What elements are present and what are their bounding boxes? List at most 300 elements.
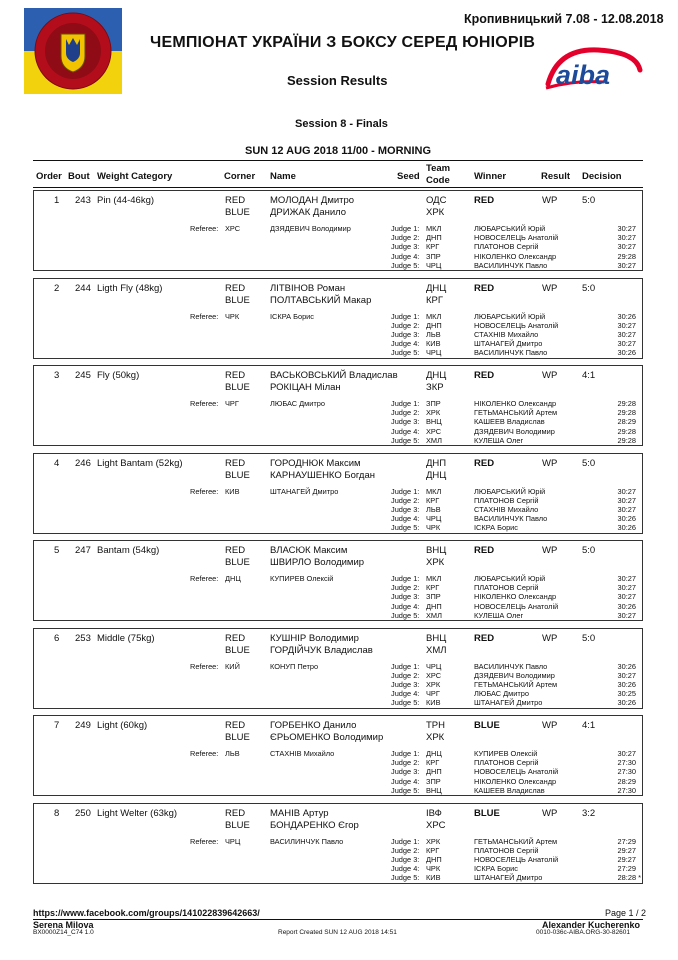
referee-label: Referee: [190, 486, 219, 496]
referee-label: Referee: [190, 836, 219, 846]
judge-label: Judge 3: [391, 242, 420, 252]
judge-label: Judge 4: [391, 251, 420, 261]
judge-team-code: ЛЬВ [426, 504, 441, 514]
judge-name: КАШЕЕВ Владислав [474, 785, 545, 795]
judge-name: ПЛАТОНОВ Сергій [474, 583, 539, 593]
referee-name: КУПИРЕВ Олексій [270, 574, 334, 583]
judge-label: Judge 1: [391, 224, 420, 233]
judge-team-code: ДНП [426, 320, 442, 330]
blue-boxer-name: ШВИРЛО Володимир [270, 557, 365, 568]
red-team-code: ДНЦ [426, 370, 447, 381]
footer-right-code: 0010-036c-AIBA.ORG-30-82601 [536, 929, 630, 936]
judge-score: 30:27 [617, 504, 636, 514]
red-boxer-name: МАНІВ Артур [270, 807, 329, 819]
judge-score: 27:30 [617, 758, 636, 768]
judge-name: ВАСИЛИНЧУК Павло [474, 348, 548, 358]
blue-corner-cell: BLUE [225, 644, 250, 656]
judge-team-code: ЗПР [426, 592, 441, 602]
blue-boxer-name: КАРНАУШЕНКО Богдан [270, 469, 376, 481]
judge-score: 29:27 [617, 854, 636, 864]
judge-score: 30:26 [617, 661, 636, 671]
bout-block [33, 540, 643, 621]
decision-cell: 5:0 [582, 195, 596, 206]
referee-name: ДЗЯДЕВИЧ Володимир [270, 224, 351, 233]
judge-team-code: КИВ [426, 873, 441, 883]
judge-name: ПЛАТОНОВ Сергій [474, 242, 539, 252]
judge-score: 30:27 [617, 670, 636, 680]
blue-corner-cell: BLUE [225, 207, 250, 218]
judge-team-code: МКЛ [426, 486, 442, 496]
decision-cell: 5:0 [582, 545, 596, 556]
judge-score: 27:30 [617, 785, 636, 795]
judge-team-code: ХМЛ [426, 435, 442, 445]
session-title: Session 8 - Finals [295, 118, 388, 130]
judge-name: ЛЮБАРСЬКИЙ Юрій [474, 224, 546, 233]
judge-name: КУПИРЕВ Олексій [474, 749, 538, 758]
col-decision: Decision [582, 171, 622, 182]
judge-name: КАШЕЕВ Владислав [474, 417, 545, 427]
judge-team-code: ЧРГ [426, 689, 440, 699]
judge-team-code: КРГ [426, 583, 440, 593]
judge-label: Judge 5: [391, 610, 420, 620]
judge-score: 30:27 [617, 260, 636, 270]
footer-right-name: Alexander Kucherenko [542, 920, 641, 930]
order-cell: 4 [54, 457, 60, 469]
judge-label: Judge 4: [391, 339, 420, 349]
judge-name: НІКОЛЕНКО Олександр [474, 251, 557, 261]
judge-name: КУЛЕША Олег [474, 610, 524, 620]
judge-label: Judge 3: [391, 329, 420, 339]
judge-team-code: КИВ [426, 339, 441, 349]
judge-score: 30:26 [617, 514, 636, 524]
judge-label: Judge 5: [391, 260, 420, 270]
result-cell: WP [542, 282, 558, 294]
judge-score: 30:26 [617, 523, 636, 533]
weight-cell: Bantam (54kg) [97, 545, 160, 556]
judge-name: ДЗЯДЕВИЧ Володимир [474, 426, 555, 436]
judge-name: НОВОСЕЛЕЦЬ Анатолій [474, 767, 559, 777]
winner-cell: RED [474, 632, 495, 644]
header-top-rule [33, 160, 643, 161]
blue-team-code: ХРК [426, 732, 445, 743]
judge-label: Judge 3: [391, 679, 420, 689]
judge-label: Judge 1: [391, 749, 420, 758]
judge-name: НІКОЛЕНКО Олександр [474, 399, 557, 408]
judge-label: Judge 4: [391, 514, 420, 524]
judge-name: ШТАНАГЕЙ Дмитро [474, 339, 543, 349]
red-corner-cell: RED [225, 545, 246, 556]
red-corner-cell: RED [225, 807, 246, 819]
red-boxer-name: ВАСЬКОВСЬКИЙ Владислав [270, 370, 398, 381]
red-boxer-name: ГОРБЕНКО Данило [270, 720, 357, 731]
referee-code: ЧРГ [225, 399, 239, 408]
winner-cell: BLUE [474, 720, 500, 731]
judge-label: Judge 5: [391, 785, 420, 795]
judge-name: ШТАНАГЕЙ Дмитро [474, 698, 543, 708]
championship-title: ЧЕМПІОНАТ УКРАЇНИ З БОКСУ СЕРЕД ЮНІОРІВ [150, 34, 536, 51]
judge-team-code: ЧРЦ [426, 514, 442, 524]
red-corner-cell: RED [225, 282, 246, 294]
decision-cell: 4:1 [582, 370, 596, 381]
judge-score: 29:28 [617, 251, 636, 261]
col-team-2: Code [426, 175, 450, 186]
judge-score: 30:27 [617, 329, 636, 339]
bout-block [33, 803, 643, 884]
judge-name: ЛЮБАРСЬКИЙ Юрій [474, 311, 546, 321]
judge-team-code: ЗПР [426, 399, 441, 408]
referee-code: ЛЬВ [225, 749, 240, 758]
red-boxer-name: ЛІТВІНОВ Роман [270, 282, 346, 294]
judge-name: ДЗЯДЕВИЧ Володимир [474, 670, 555, 680]
judge-team-code: ХРК [426, 408, 441, 418]
judge-team-code: ХРС [426, 426, 442, 436]
bout-block [33, 190, 643, 271]
judge-label: Judge 3: [391, 767, 420, 777]
judge-label: Judge 5: [391, 523, 420, 533]
judge-label: Judge 2: [391, 583, 420, 593]
judge-team-code: ХРК [426, 679, 441, 689]
col-seed: Seed [397, 171, 420, 182]
judge-score: 30:27 [617, 574, 636, 583]
judge-team-code: ДНП [426, 767, 442, 777]
judge-label: Judge 1: [391, 486, 420, 496]
referee-name: СТАХНІВ Михайло [270, 749, 335, 758]
aiba-wordmark: aiba [556, 60, 611, 90]
judge-score: 27:29 [617, 864, 636, 874]
judge-score: 30:27 [617, 224, 636, 233]
event-dates: Кропивницький 7.08 - 12.08.2018 [464, 12, 664, 26]
col-corner: Corner [224, 171, 256, 182]
judge-score: 29:28 [617, 435, 636, 445]
decision-cell: 4:1 [582, 720, 596, 731]
judge-label: Judge 3: [391, 592, 420, 602]
judge-score: 30:27 [617, 749, 636, 758]
judge-score: 29:27 [617, 845, 636, 855]
red-team-code: ДНП [426, 457, 447, 469]
judge-label: Judge 2: [391, 408, 420, 418]
judge-score: 30:26 [617, 348, 636, 358]
red-boxer-name: ВЛАСЮК Максим [270, 545, 348, 556]
judge-name: ЛЮБАС Дмитро [474, 689, 529, 699]
footer-left-name: Serena Milova [33, 920, 94, 930]
judge-label: Judge 4: [391, 864, 420, 874]
blue-team-code: КРГ [426, 294, 444, 306]
weight-cell: Ligth Fly (48kg) [97, 282, 163, 294]
judge-score: 27:29 [617, 836, 636, 846]
order-cell: 3 [54, 370, 60, 381]
result-cell: WP [542, 195, 558, 206]
judge-name: СТАХНІВ Михайло [474, 504, 539, 514]
report-created: Report Created SUN 12 AUG 2018 14:51 [278, 929, 397, 936]
judge-team-code: ДНП [426, 854, 442, 864]
judge-score: 30:26 [617, 698, 636, 708]
referee-label: Referee: [190, 399, 219, 408]
judge-label: Judge 2: [391, 758, 420, 768]
judge-team-code: МКЛ [426, 311, 442, 321]
referee-name: ВАСИЛИНЧУК Павло [270, 836, 344, 846]
blue-corner-cell: BLUE [225, 469, 250, 481]
judge-team-code: ЧРК [426, 523, 441, 533]
report-title: Session Results [287, 73, 388, 88]
judge-team-code: ХМЛ [426, 610, 442, 620]
judge-team-code: ХРС [426, 670, 442, 680]
judge-name: НОВОСЕЛЕЦЬ Анатолій [474, 601, 559, 611]
weight-cell: Light (60kg) [97, 720, 148, 731]
red-corner-cell: RED [225, 457, 246, 469]
col-weight: Weight Category [97, 171, 173, 182]
result-cell: WP [542, 632, 558, 644]
judge-name: ВАСИЛИНЧУК Павло [474, 661, 548, 671]
judge-score: 30:26 [617, 679, 636, 689]
blue-boxer-name: БОНДАРЕНКО Єгор [270, 819, 359, 831]
blue-team-code: ХМЛ [426, 644, 447, 656]
judge-name: НОВОСЕЛЕЦЬ Анатолій [474, 233, 559, 243]
blue-corner-cell: BLUE [225, 382, 250, 393]
red-team-code: ТРН [426, 720, 445, 731]
judge-score: 30:27 [617, 320, 636, 330]
judge-team-code: КИВ [426, 698, 441, 708]
order-cell: 6 [54, 632, 60, 644]
judge-score: 29:28 [617, 426, 636, 436]
blue-team-code: ХРК [426, 207, 445, 218]
judge-label: Judge 1: [391, 836, 420, 846]
judge-name: ГЕТЬМАНСЬКИЙ Артем [474, 408, 558, 418]
footer-url[interactable]: https://www.facebook.com/groups/141022839642663/ [33, 908, 260, 918]
weight-cell: Light Bantam (52kg) [97, 457, 183, 469]
judge-score: 30:27 [617, 610, 636, 620]
referee-name: ЛЮБАС Дмитро [270, 399, 325, 408]
blue-team-code: ХРК [426, 557, 445, 568]
judge-label: Judge 4: [391, 776, 420, 786]
decision-cell: 5:0 [582, 632, 596, 644]
blue-team-code: ДНЦ [426, 469, 447, 481]
weight-cell: Fly (50kg) [97, 370, 140, 381]
bout-cell: 246 [75, 457, 91, 469]
referee-label: Referee: [190, 661, 219, 671]
judge-team-code: ДНП [426, 601, 442, 611]
judge-score: 30:27 [617, 486, 636, 496]
judge-name: НІКОЛЕНКО Олександр [474, 776, 557, 786]
judge-name: КУЛЕША Олег [474, 435, 524, 445]
referee-label: Referee: [190, 311, 219, 321]
blue-corner-cell: BLUE [225, 732, 250, 743]
red-boxer-name: МОЛОДАН Дмитро [270, 195, 355, 206]
judge-label: Judge 2: [391, 233, 420, 243]
judge-label: Judge 1: [391, 661, 420, 671]
judge-team-code: ЧРЦ [426, 348, 442, 358]
judge-label: Judge 4: [391, 426, 420, 436]
decision-cell: 5:0 [582, 282, 596, 294]
order-cell: 5 [54, 545, 60, 556]
blue-corner-cell: BLUE [225, 557, 250, 568]
judge-team-code: КРГ [426, 242, 440, 252]
result-cell: WP [542, 370, 558, 381]
judge-team-code: КРГ [426, 758, 440, 768]
judge-team-code: ЧРК [426, 864, 441, 874]
bout-cell: 247 [75, 545, 91, 556]
judge-team-code: ДНЦ [426, 749, 442, 758]
judge-name: ВАСИЛИНЧУК Павло [474, 514, 548, 524]
judge-name: ВАСИЛИНЧУК Павло [474, 260, 548, 270]
judge-name: ІСКРА Борис [474, 523, 519, 533]
judge-name: ІСКРА Борис [474, 864, 519, 874]
blue-boxer-name: ГОРДІЙЧУК Владислав [270, 644, 373, 656]
blue-team-code: ХРС [426, 819, 446, 831]
judge-score: 28:28 * [617, 873, 641, 883]
judge-name: НОВОСЕЛЕЦЬ Анатолій [474, 320, 559, 330]
col-result: Result [541, 171, 571, 182]
blue-boxer-name: ЄРЬОМЕНКО Володимир [270, 732, 384, 743]
judge-name: ШТАНАГЕЙ Дмитро [474, 873, 543, 883]
judge-team-code: ЧРЦ [426, 661, 442, 671]
bout-block [33, 628, 643, 709]
bout-cell: 253 [75, 632, 91, 644]
order-cell: 8 [54, 807, 60, 819]
col-team-1: Team [426, 163, 451, 174]
judge-score: 30:27 [617, 233, 636, 243]
blue-corner-cell: BLUE [225, 819, 250, 831]
winner-cell: RED [474, 457, 495, 469]
col-name: Name [270, 171, 296, 182]
judge-team-code: КРГ [426, 845, 440, 855]
judge-name: ПЛАТОНОВ Сергій [474, 845, 539, 855]
col-order: Order [36, 171, 62, 182]
col-bout: Bout [68, 171, 90, 182]
judge-label: Judge 4: [391, 601, 420, 611]
judge-label: Judge 3: [391, 854, 420, 864]
judge-name: ЛЮБАРСЬКИЙ Юрій [474, 574, 546, 583]
bout-cell: 249 [75, 720, 91, 731]
order-cell: 7 [54, 720, 60, 731]
bout-cell: 250 [75, 807, 91, 819]
judge-team-code: ДНП [426, 233, 442, 243]
judge-label: Judge 2: [391, 670, 420, 680]
bout-cell: 243 [75, 195, 91, 206]
judge-label: Judge 1: [391, 311, 420, 321]
blue-team-code: ЗКР [426, 382, 444, 393]
judge-name: ЛЮБАРСЬКИЙ Юрій [474, 486, 546, 496]
red-team-code: ВНЦ [426, 545, 447, 556]
judge-score: 30:26 [617, 311, 636, 321]
red-team-code: ДНЦ [426, 282, 447, 294]
bout-block [33, 453, 643, 534]
judge-name: ГЕТЬМАНСЬКИЙ Артем [474, 679, 558, 689]
judge-score: 30:27 [617, 242, 636, 252]
judge-label: Judge 5: [391, 435, 420, 445]
winner-cell: RED [474, 370, 495, 381]
judge-team-code: ЗПР [426, 251, 441, 261]
referee-code: ХРС [225, 224, 241, 233]
referee-name: ІСКРА Борис [270, 311, 315, 321]
judge-score: 30:25 [617, 689, 636, 699]
blue-boxer-name: ПОЛТАВСЬКИЙ Макар [270, 294, 372, 306]
judge-team-code: ЗПР [426, 776, 441, 786]
judge-label: Judge 1: [391, 574, 420, 583]
red-corner-cell: RED [225, 195, 246, 206]
judge-team-code: ХРК [426, 836, 441, 846]
decision-cell: 3:2 [582, 807, 596, 819]
judge-label: Judge 4: [391, 689, 420, 699]
bout-block [33, 365, 643, 446]
blue-boxer-name: ДРИЖАК Данило [270, 207, 347, 218]
blue-corner-cell: BLUE [225, 294, 250, 306]
referee-code: КИВ [225, 486, 240, 496]
weight-cell: Middle (75kg) [97, 632, 155, 644]
judge-score: 30:27 [617, 583, 636, 593]
footer-left-code: BX0000Z14_C74 1.0 [33, 929, 94, 936]
judge-name: ГЕТЬМАНСЬКИЙ Артем [474, 836, 558, 846]
aiba-logo [540, 40, 650, 100]
judge-score: 30:26 [617, 601, 636, 611]
weight-cell: Light Welter (63kg) [97, 807, 178, 819]
session-date: SUN 12 AUG 2018 11/00 - MORNING [245, 145, 432, 157]
judge-score: 28:29 [617, 776, 636, 786]
bout-block [33, 278, 643, 359]
referee-code: ДНЦ [225, 574, 241, 583]
page-number: Page 1 / 2 [605, 908, 647, 918]
judge-score: 27:30 [617, 767, 636, 777]
judge-score: 29:28 [617, 408, 636, 418]
referee-label: Referee: [190, 224, 219, 233]
judge-team-code: МКЛ [426, 574, 442, 583]
judge-name: НОВОСЕЛЕЦЬ Анатолій [474, 854, 559, 864]
judge-name: ПЛАТОНОВ Сергій [474, 495, 539, 505]
judge-team-code: МКЛ [426, 224, 442, 233]
bout-block [33, 715, 643, 796]
winner-cell: RED [474, 282, 495, 294]
judge-label: Judge 5: [391, 873, 420, 883]
decision-cell: 5:0 [582, 457, 596, 469]
blue-boxer-name: РОКІЦАН Мілан [270, 382, 341, 393]
judge-name: ПЛАТОНОВ Сергій [474, 758, 539, 768]
judge-team-code: ЛЬВ [426, 329, 441, 339]
judge-team-code: ВНЦ [426, 785, 442, 795]
red-corner-cell: RED [225, 370, 246, 381]
col-winner: Winner [474, 171, 507, 182]
judge-team-code: ВНЦ [426, 417, 442, 427]
judge-score: 28:29 [617, 417, 636, 427]
judge-score: 29:28 [617, 399, 636, 408]
referee-name: КОНУП Петро [270, 661, 319, 671]
red-team-code: ІВФ [426, 807, 442, 819]
judge-label: Judge 5: [391, 348, 420, 358]
order-cell: 2 [54, 282, 60, 294]
judge-team-code: КРГ [426, 495, 440, 505]
judge-team-code: ЧРЦ [426, 260, 442, 270]
referee-label: Referee: [190, 574, 219, 583]
winner-cell: RED [474, 545, 495, 556]
referee-code: КИЙ [225, 661, 240, 671]
bout-cell: 244 [75, 282, 91, 294]
federation-logo [24, 8, 122, 94]
header-bottom-rule [33, 187, 643, 188]
referee-code: ЧРЦ [225, 836, 241, 846]
judge-label: Judge 2: [391, 495, 420, 505]
judge-label: Judge 2: [391, 320, 420, 330]
result-cell: WP [542, 807, 558, 819]
judge-score: 30:27 [617, 339, 636, 349]
red-corner-cell: RED [225, 720, 246, 731]
red-team-code: ВНЦ [426, 632, 447, 644]
judge-label: Judge 2: [391, 845, 420, 855]
result-cell: WP [542, 457, 558, 469]
red-team-code: ОДС [426, 195, 447, 206]
bout-cell: 245 [75, 370, 91, 381]
referee-name: ШТАНАГЕЙ Дмитро [270, 486, 339, 496]
judge-label: Judge 5: [391, 698, 420, 708]
red-boxer-name: КУШНІР Володимир [270, 632, 359, 644]
winner-cell: RED [474, 195, 495, 206]
